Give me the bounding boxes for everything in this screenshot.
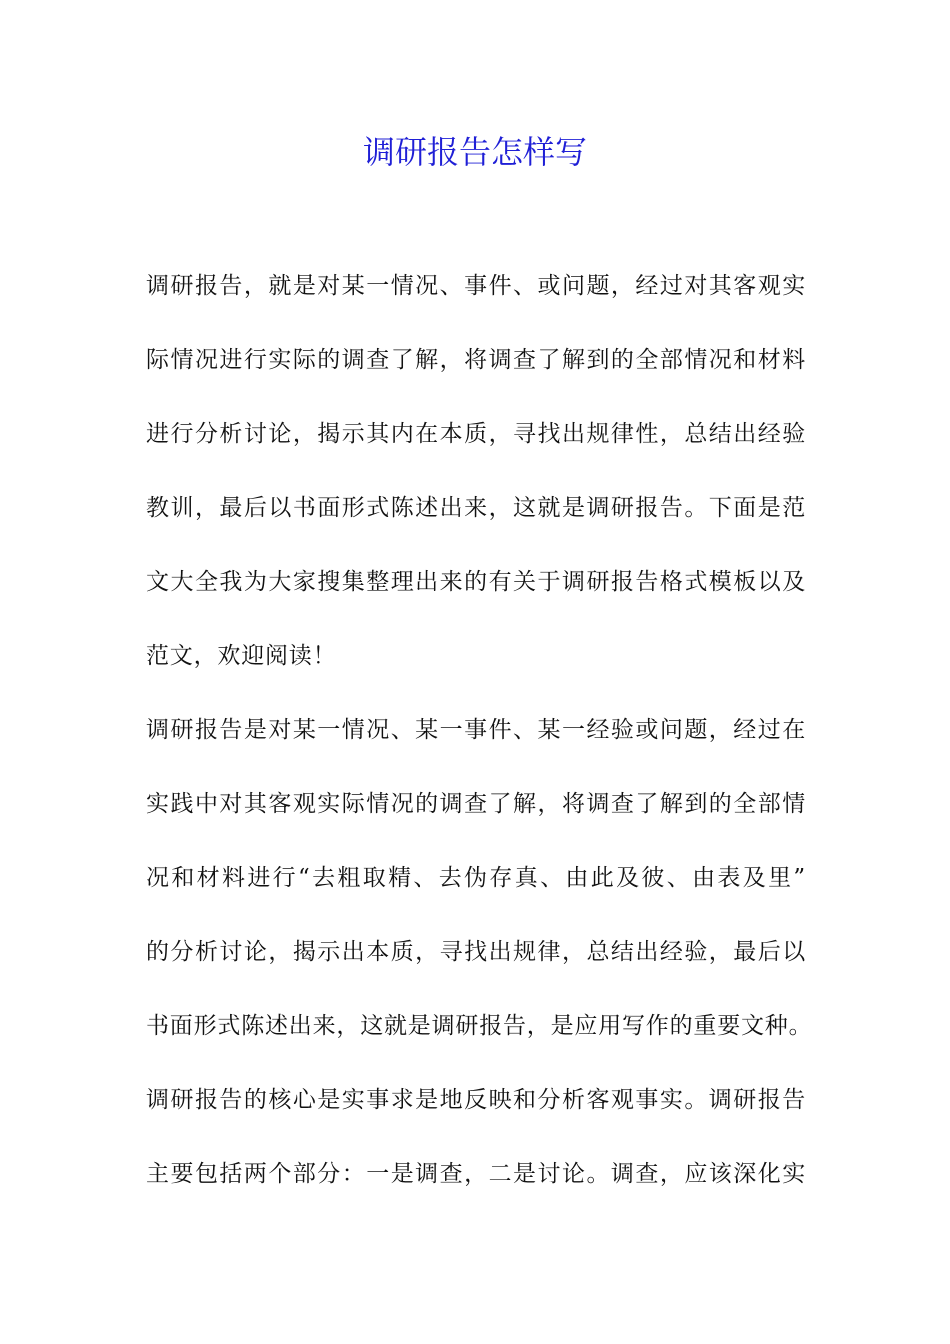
body-line: 调研报告的核心是实事求是地反映和分析客观事实。调研报告 bbox=[146, 1087, 806, 1113]
body-line: 主要包括两个部分：一是调查，二是讨论。调查，应该深化实 bbox=[146, 1161, 806, 1187]
document-title: 调研报告怎样写 bbox=[362, 133, 587, 171]
body-line: 文大全我为大家搜集整理出来的有关于调研报告格式模板以及 bbox=[146, 569, 806, 595]
body-line: 况和材料进行“去粗取精、去伪存真、由此及彼、由表及里” bbox=[146, 865, 806, 891]
body-line: 际情况进行实际的调查了解，将调查了解到的全部情况和材料 bbox=[146, 347, 806, 373]
body-line: 调研报告，就是对某一情况、事件、或问题，经过对其客观实 bbox=[146, 273, 806, 299]
body-line: 调研报告是对某一情况、某一事件、某一经验或问题，经过在 bbox=[146, 717, 806, 743]
body-line: 教训，最后以书面形式陈述出来，这就是调研报告。下面是范 bbox=[146, 495, 806, 521]
body-line: 书面形式陈述出来，这就是调研报告，是应用写作的重要文种。 bbox=[146, 1013, 813, 1039]
body-line: 范文，欢迎阅读！ bbox=[146, 643, 337, 669]
body-line: 实践中对其客观实际情况的调查了解，将调查了解到的全部情 bbox=[146, 791, 806, 817]
body-line: 的分析讨论，揭示出本质，寻找出规律，总结出经验，最后以 bbox=[146, 939, 806, 965]
body-line: 进行分析讨论，揭示其内在本质，寻找出规律性，总结出经验 bbox=[146, 421, 806, 447]
document-body bbox=[146, 264, 813, 1226]
